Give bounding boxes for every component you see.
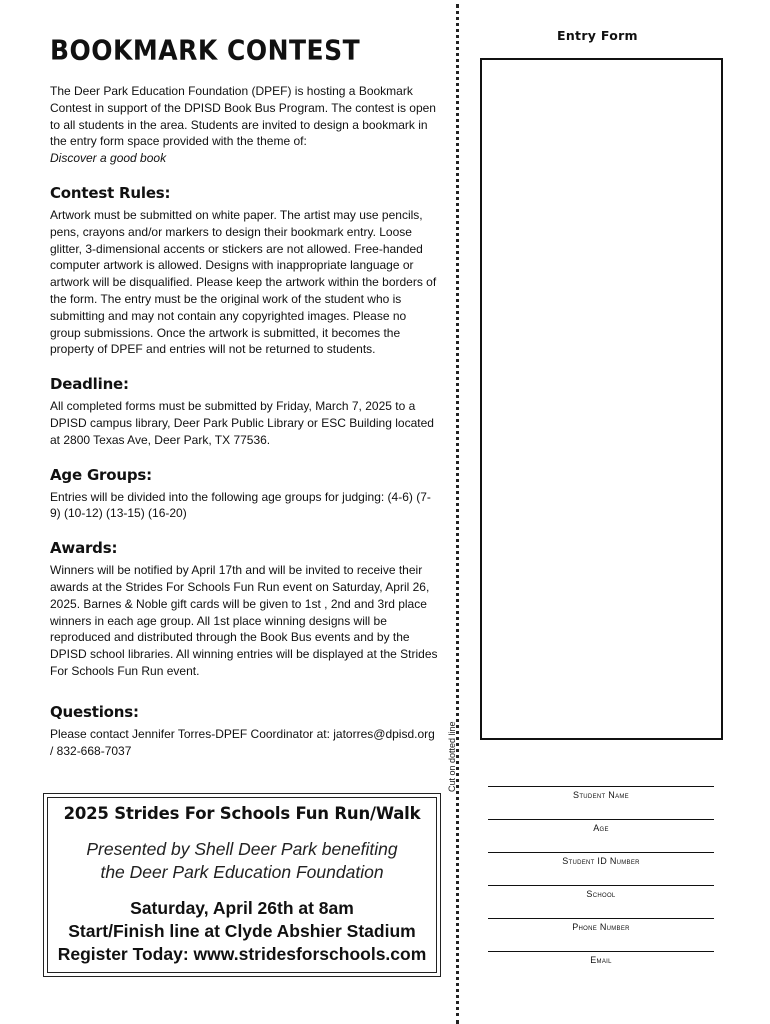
- promo-date: Saturday, April 26th at 8am: [130, 898, 354, 918]
- deadline-heading: Deadline:: [50, 375, 129, 394]
- page-title: BOOKMARK CONTEST: [50, 34, 361, 66]
- contest-info: [50, 34, 440, 759]
- intro-text: The Deer Park Education Foundation (DPEF) is hosting a Bookmark Contest in support of the DPISD Book Bus Program. The contest is open to all students in the area. Students are invited to design a bookmark in the entry form space provided with the theme of:: [50, 84, 436, 149]
- email-label: Email: [590, 955, 612, 965]
- promo-inner-border: [47, 797, 437, 973]
- entry-form-fields: [488, 786, 714, 984]
- school-label: School: [586, 889, 616, 899]
- awards-body: Winners will be notified by April 17th and will be invited to receive their awards at the Strides For Schools Fun Run event on Saturday, April 26, 2025. Barnes & Noble gift cards will be given to 1st , 2nd and 3rd place winners in each age group. All 1st place winning designs will be reproduced and distributed through the Book Bus events and by the DPISD school libraries. All winning entries will be displayed at the Strides For Schools Fun Run event.: [50, 563, 438, 678]
- theme-text: Discover a good book: [50, 151, 167, 166]
- promo-location: Start/Finish line at Clyde Abshier Stadium: [68, 921, 416, 941]
- cut-dotted-line: [456, 4, 459, 1024]
- student-id-label: Student ID Number: [562, 856, 640, 866]
- promo-subtitle-line-2: the Deer Park Education Foundation: [100, 862, 384, 882]
- questions-heading: Questions:: [50, 702, 139, 721]
- intro-paragraph: [50, 83, 440, 167]
- age-groups-body: Entries will be divided into the following age groups for judging: (4-6) (7-9) (10-12) (13-15) (16-20): [50, 489, 431, 521]
- rules-body: Artwork must be submitted on white paper. The artist may use pencils, pens, crayons and/or markers to design their bookmark entry. Loose glitter, 3-dimensional accents or stickers are not allowed. Free-handed computer artwork is allowed. Designs with inappropriate language or artwork will be disqualified. Please keep the artwork within the borders of the form. The entry must be the original work of the student who is submitting and may not contain any copyrighted images. Please no group submissions. Once the artwork is submitted, it becomes the property of DPEF and entries will not be returned to students.: [50, 207, 437, 357]
- bookmark-drawing-area[interactable]: [480, 58, 723, 740]
- student-id-line[interactable]: [488, 852, 714, 853]
- rules-heading: Contest Rules:: [50, 183, 171, 202]
- promo-details: [48, 897, 436, 966]
- fun-run-promo-box: [43, 793, 441, 977]
- age-label: Age: [593, 823, 609, 833]
- phone-number-label: Phone Number: [572, 922, 630, 932]
- student-name-label: Student Name: [573, 790, 629, 800]
- promo-subtitle: [48, 838, 436, 884]
- school-line[interactable]: [488, 885, 714, 886]
- age-groups-heading: Age Groups:: [50, 465, 152, 484]
- student-name-line[interactable]: [488, 786, 714, 787]
- phone-number-line[interactable]: [488, 918, 714, 919]
- promo-subtitle-line-1: Presented by Shell Deer Park benefiting: [86, 839, 398, 859]
- deadline-body: All completed forms must be submitted by Friday, March 7, 2025 to a DPISD campus library, Deer Park Public Library or ESC Building located at 2800 Texas Ave, Deer Park, TX 77536.: [50, 399, 434, 447]
- entry-form-title: Entry Form: [557, 28, 638, 43]
- email-line[interactable]: [488, 951, 714, 952]
- awards-heading: Awards:: [50, 539, 118, 558]
- promo-title: 2025 Strides For Schools Fun Run/Walk: [63, 804, 421, 823]
- questions-body: Please contact Jennifer Torres-DPEF Coordinator at: jatorres@dpisd.org / 832-668-7037: [50, 726, 435, 758]
- cut-label: Cut on dotted line: [447, 721, 457, 792]
- age-line[interactable]: [488, 819, 714, 820]
- promo-register-link[interactable]: Register Today: www.stridesforschools.com: [57, 944, 427, 964]
